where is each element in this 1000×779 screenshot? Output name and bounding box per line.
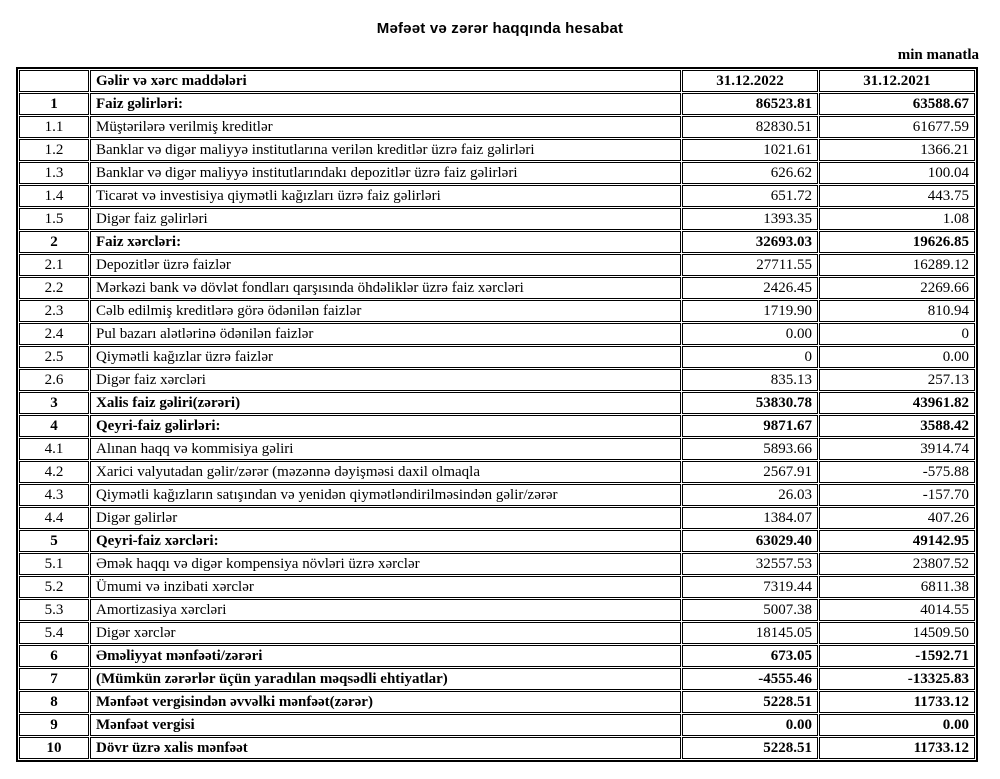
table-row [19,438,975,460]
table-row [19,392,975,414]
value-2022: 1719.90 [682,300,818,322]
row-number: 2.5 [19,346,89,368]
value-2022: -4555.46 [682,668,818,690]
row-label: Qiymətli kağızlar üzrə faizlər [90,346,681,368]
value-2022: 82830.51 [682,116,818,138]
row-label: Digər faiz gəlirləri [90,208,681,230]
row-label: Ticarət və investisiya qiymətli kağızları üzrə faiz gəlirləri [90,185,681,207]
table-row [19,369,975,391]
value-2021: 0 [819,323,975,345]
row-label: Qeyri-faiz gəlirləri: [90,415,681,437]
value-2022: 53830.78 [682,392,818,414]
table-row [19,622,975,644]
value-2021: -575.88 [819,461,975,483]
value-2022: 5893.66 [682,438,818,460]
profit-loss-table [16,67,978,762]
value-2022: 7319.44 [682,576,818,598]
row-number: 5.3 [19,599,89,621]
table-row [19,530,975,552]
value-2021: -13325.83 [819,668,975,690]
row-label: Digər gəlirlər [90,507,681,529]
value-2022: 0.00 [682,323,818,345]
row-number: 2 [19,231,89,253]
row-number: 2.4 [19,323,89,345]
value-2022: 63029.40 [682,530,818,552]
value-2021: 16289.12 [819,254,975,276]
row-number: 4 [19,415,89,437]
table-row [19,254,975,276]
value-2022: 673.05 [682,645,818,667]
row-label: Əmək haqqı və digər kompensiya növləri üzrə xərclər [90,553,681,575]
value-2022: 835.13 [682,369,818,391]
row-label: Xalis faiz gəliri(zərəri) [90,392,681,414]
table-row [19,668,975,690]
value-2022: 651.72 [682,185,818,207]
row-number: 1.1 [19,116,89,138]
row-label: Faiz xərcləri: [90,231,681,253]
row-number: 3 [19,392,89,414]
value-2021: 3588.42 [819,415,975,437]
value-2021: 100.04 [819,162,975,184]
row-number: 4.4 [19,507,89,529]
value-2022: 26.03 [682,484,818,506]
row-label: Amortizasiya xərcləri [90,599,681,621]
value-2021: 443.75 [819,185,975,207]
row-label: Dövr üzrə xalis mənfəət [90,737,681,759]
value-2021: 43961.82 [819,392,975,414]
unit-note: min manatla [897,47,979,63]
value-2021: -157.70 [819,484,975,506]
header-items-cell: Gəlir və xərc maddələri [90,70,681,92]
row-label: Əməliyyat mənfəəti/zərəri [90,645,681,667]
value-2021: 14509.50 [819,622,975,644]
table-row [19,116,975,138]
row-number: 2.2 [19,277,89,299]
table-body [19,93,975,759]
table-row [19,691,975,713]
value-2022: 5228.51 [682,691,818,713]
value-2022: 2567.91 [682,461,818,483]
row-label: Depozitlər üzrə faizlər [90,254,681,276]
row-number: 1 [19,93,89,115]
value-2022: 27711.55 [682,254,818,276]
table-row [19,553,975,575]
value-2021: 1366.21 [819,139,975,161]
value-2022: 2426.45 [682,277,818,299]
row-number: 5.2 [19,576,89,598]
value-2021: 11733.12 [819,691,975,713]
row-number: 2.1 [19,254,89,276]
header-no-cell [19,70,89,92]
value-2021: 11733.12 [819,737,975,759]
row-label: Mənfəət vergisi [90,714,681,736]
row-number: 2.6 [19,369,89,391]
value-2021: 2269.66 [819,277,975,299]
row-number: 5 [19,530,89,552]
row-number: 2.3 [19,300,89,322]
row-number: 1.5 [19,208,89,230]
row-number: 4.3 [19,484,89,506]
value-2021: 3914.74 [819,438,975,460]
row-number: 10 [19,737,89,759]
value-2022: 32693.03 [682,231,818,253]
value-2022: 18145.05 [682,622,818,644]
row-label: Ümumi və inzibati xərclər [90,576,681,598]
value-2021: 257.13 [819,369,975,391]
value-2022: 1384.07 [682,507,818,529]
value-2022: 5007.38 [682,599,818,621]
row-label: Faiz gəlirləri: [90,93,681,115]
value-2022: 0.00 [682,714,818,736]
value-2021: -1592.71 [819,645,975,667]
header-date-2021-cell: 31.12.2021 [819,70,975,92]
value-2021: 407.26 [819,507,975,529]
value-2022: 86523.81 [682,93,818,115]
row-number: 1.4 [19,185,89,207]
table-row [19,300,975,322]
row-number: 5.4 [19,622,89,644]
table-row [19,208,975,230]
table-row [19,323,975,345]
value-2022: 5228.51 [682,737,818,759]
table-row [19,277,975,299]
row-number: 4.1 [19,438,89,460]
row-number: 1.2 [19,139,89,161]
row-label: Cəlb edilmiş kreditlərə görə ödənilən faizlər [90,300,681,322]
value-2022: 1393.35 [682,208,818,230]
row-label: Digər faiz xərcləri [90,369,681,391]
value-2022: 9871.67 [682,415,818,437]
table-row [19,737,975,759]
row-label: Pul bazarı alətlərinə ödənilən faizlər [90,323,681,345]
row-number: 7 [19,668,89,690]
value-2022: 626.62 [682,162,818,184]
row-number: 6 [19,645,89,667]
value-2021: 0.00 [819,346,975,368]
row-number: 5.1 [19,553,89,575]
row-label: (Mümkün zərərlər üçün yaradılan məqsədli ehtiyatlar) [90,668,681,690]
table-row [19,93,975,115]
table-row [19,162,975,184]
value-2021: 6811.38 [819,576,975,598]
value-2021: 61677.59 [819,116,975,138]
table-row [19,139,975,161]
table-row [19,576,975,598]
value-2021: 63588.67 [819,93,975,115]
table-row [19,185,975,207]
value-2021: 1.08 [819,208,975,230]
row-label: Xarici valyutadan gəlir/zərər (məzənnə dəyişməsi daxil olmaqla [90,461,681,483]
row-number: 1.3 [19,162,89,184]
table-row [19,231,975,253]
value-2022: 1021.61 [682,139,818,161]
value-2021: 0.00 [819,714,975,736]
value-2021: 23807.52 [819,553,975,575]
row-number: 9 [19,714,89,736]
value-2021: 49142.95 [819,530,975,552]
table-row [19,484,975,506]
row-label: Müştərilərə verilmiş kreditlər [90,116,681,138]
value-2022: 32557.53 [682,553,818,575]
value-2022: 0 [682,346,818,368]
value-2021: 4014.55 [819,599,975,621]
table-row [19,507,975,529]
value-2021: 19626.85 [819,231,975,253]
header-date-2022-cell: 31.12.2022 [682,70,818,92]
row-label: Digər xərclər [90,622,681,644]
row-number: 4.2 [19,461,89,483]
row-label: Mərkəzi bank və dövlət fondları qarşısında öhdəliklər üzrə faiz xərcləri [90,277,681,299]
row-number: 8 [19,691,89,713]
table-row [19,714,975,736]
table-row [19,415,975,437]
row-label: Banklar və digər maliyyə institutlarındakı depozitlər üzrə faiz gəlirləri [90,162,681,184]
row-label: Alınan haqq və kommisiya gəliri [90,438,681,460]
value-2021: 810.94 [819,300,975,322]
table-header-row [19,70,975,92]
table-row [19,346,975,368]
table-row [19,599,975,621]
row-label: Qiymətli kağızların satışından və yenidən qiymətləndirilməsindən gəlir/zərər [90,484,681,506]
row-label: Banklar və digər maliyyə institutlarına verilən kreditlər üzrə faiz gəlirləri [90,139,681,161]
table-row [19,645,975,667]
report-title: Məfəət və zərər haqqında hesabat [376,20,624,37]
table-row [19,461,975,483]
row-label: Qeyri-faiz xərcləri: [90,530,681,552]
row-label: Mənfəət vergisindən əvvəlki mənfəət(zərər) [90,691,681,713]
